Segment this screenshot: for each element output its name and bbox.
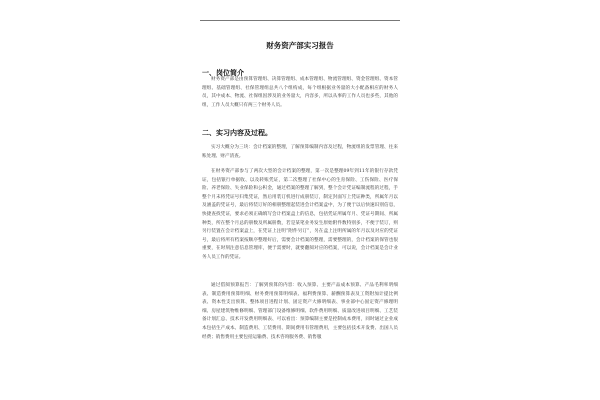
paragraph-overview: 实习大概分为三块：会计档案的整理，了解预算编制内容及过程，物流组的发票管理、往来账处理、财产清查。 <box>202 145 398 159</box>
header-rule <box>200 20 400 21</box>
document-page <box>196 0 404 400</box>
section-heading-job-intro: 一、岗位简介 <box>202 68 244 77</box>
paragraph-budget: 通过借阅预算报告：了解到预算的内容：收入预算、主要产品成本预算、产品毛利率明细表、制造费用预算明细、财务费用预算明细表、福利费预算、薪酬预算表及工资附加计提比例表、资本性支出预算、整体项目进程计划、固定资产大修明细表、事业部中心固定资产修理明细、房屋建筑物维修明细、管理部门设备维修明细、软件费用明细、质量改进项目明细、工艺装备计划汇总、技术开发费用明细表、可以看出：预算编制主要是控制成本费用，同时通过企业成本包括生产成本、制造费用、工装费用、期间费用有管理费用，主要包括技术开发费、出国人员经费；销售费用主要包括运输费、技术咨询服务费、销售服 <box>202 283 398 340</box>
paragraph-archive: 在财务资产部参与了两次大型的会计档案的整理，第一次是整理09年到11年的银行存款凭证，包括银行单据收、以及转账凭证，第二次整理了社保中心的生育保险、工伤保险、医疗保险、养老保险、失业保险和公积金，通过档案的整理了解到，整个会计凭证编制流程的过程，手整个月末将凭证号归集凭证，然后用装订机进行成册装订，制定封面写上凭证种类，所属年月以及涵盖的凭证号，最后将装订好的相册整理起装进会计档案盒中，为了便于以后快速识别信息，快捷查找凭证，要求必须正确填写会计档案盒上的信息，包括凭证所属年月、凭证号期间、所属种类，所在整个月总的册数及所属册数，若是某笔业务发生原始附件数特别多，不便于装订，则另行装置在会计档案盒上，在凭证上注明“附件另订”，另在盒上注明所属的年月以及对应的凭证号，最后将所有档案按顺序整理好后，需要会计档案的整理，需要整理的，会计档案的保管也很重要，在时刻注意信息管理库，便于需要时，就要翻阅对应的档案，可以说，会计档案是会计业务人员工作的凭证。 <box>202 169 398 260</box>
document-title: 财务资产部实习报告 <box>266 41 334 50</box>
paragraph-job-intro: 财务资产部是由预算管理组、决算管理组、成本管理组、物流管理组、资金管理组、资本管理组、基础管理组、社保管理组总共八个组构成，每个组根据业务量的大小配备相应的财务人员，其中成本、物流、社保组因涉及的业务量大，内容多，所以从事的工作人员也多些，其他的组，工作人员大概只有两三个财务人员。 <box>202 77 398 108</box>
section-heading-internship: 二、实习内容及过程。 <box>202 128 272 137</box>
